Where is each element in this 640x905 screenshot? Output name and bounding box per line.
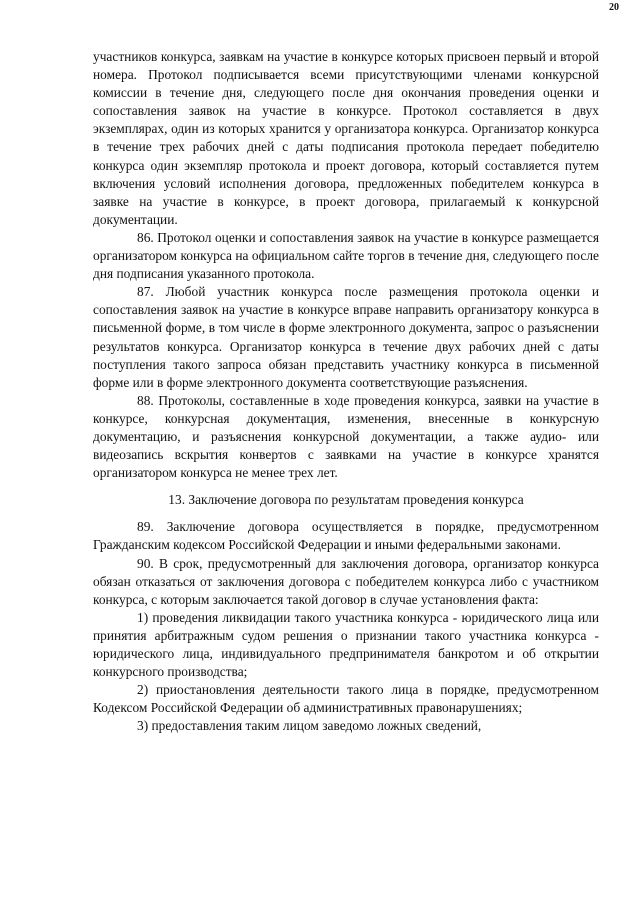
page-number: 20 bbox=[609, 2, 619, 13]
paragraph-continuation: участников конкурса, заявкам на участие в конкурсе которых присвоен первый и второй номера. Протокол подписывается всеми присутствующими членами конкурсной комиссии в течение дня, следующего после дня окончания проведения оценки и сопоставления заявок на участие в конкурсе. Протокол составляется в двух экземплярах, один из которых хранится у организатора конкурса. Организатор конкурса в течение трех рабочих дней с даты подписания протокола передает победителю конкурса один экземпляр протокола и проект договора, который составляется путем включения условий исполнения договора, предложенных победителем конкурса в заявке на участие в конкурсе, в проект договора, прилагаемый к конкурсной документации. bbox=[93, 49, 599, 227]
paragraph-87: 87. Любой участник конкурса после размещения протокола оценки и сопоставления заявок на участие в конкурсе вправе направить организатору конкурса в письменной форме, в том числе в форме электронного документа, запрос о разъяснении результатов конкурса. Организатор конкурса в течение двух рабочих дней с даты поступления такого запроса обязан представить участнику конкурса в письменной форме или в форме электронного документа соответствующие разъяснения. bbox=[93, 284, 599, 390]
paragraph-90-item-2: 2) приостановления деятельности такого лица в порядке, предусмотренном Кодексом Российской Федерации об административных правонарушениях; bbox=[93, 682, 599, 716]
paragraph-89: 89. Заключение договора осуществляется в порядке, предусмотренном Гражданским кодексом Российской Федерации и иными федеральными законами. bbox=[93, 519, 599, 553]
section-heading: 13. Заключение договора по результатам проведения конкурса bbox=[168, 492, 524, 508]
paragraph-90-item-1: 1) проведения ликвидации такого участника конкурса - юридического лица или принятия арбитражным судом решения о признании такого участника конкурса - юридического лица, индивидуального предпринимателя банкротом и об открытии конкурсного производства; bbox=[93, 609, 599, 680]
document-body bbox=[93, 48, 599, 735]
paragraph-88: 88. Протоколы, составленные в ходе проведения конкурса, заявки на участие в конкурсе, конкурсная документация, изменения, внесенные в конкурсную документацию, и разъяснения конкурсной документации, а также аудио- или видеозапись вскрытия конвертов с заявками на участие в конкурсе хранятся организатором конкурса не менее трех лет. bbox=[93, 392, 599, 481]
paragraph-86: 86. Протокол оценки и сопоставления заявок на участие в конкурсе размещается организатором конкурса на официальном сайте торгов в течение дня, следующего после дня подписания указанного протокола. bbox=[93, 229, 599, 282]
paragraph-90-item-3: 3) предоставления таким лицом заведомо ложных сведений, bbox=[137, 718, 482, 734]
paragraph-90: 90. В срок, предусмотренный для заключения договора, организатор конкурса обязан отказаться от заключения договора с победителем конкурса либо с участником конкурса, с которым заключается такой договор в случае установления факта: bbox=[93, 555, 599, 607]
